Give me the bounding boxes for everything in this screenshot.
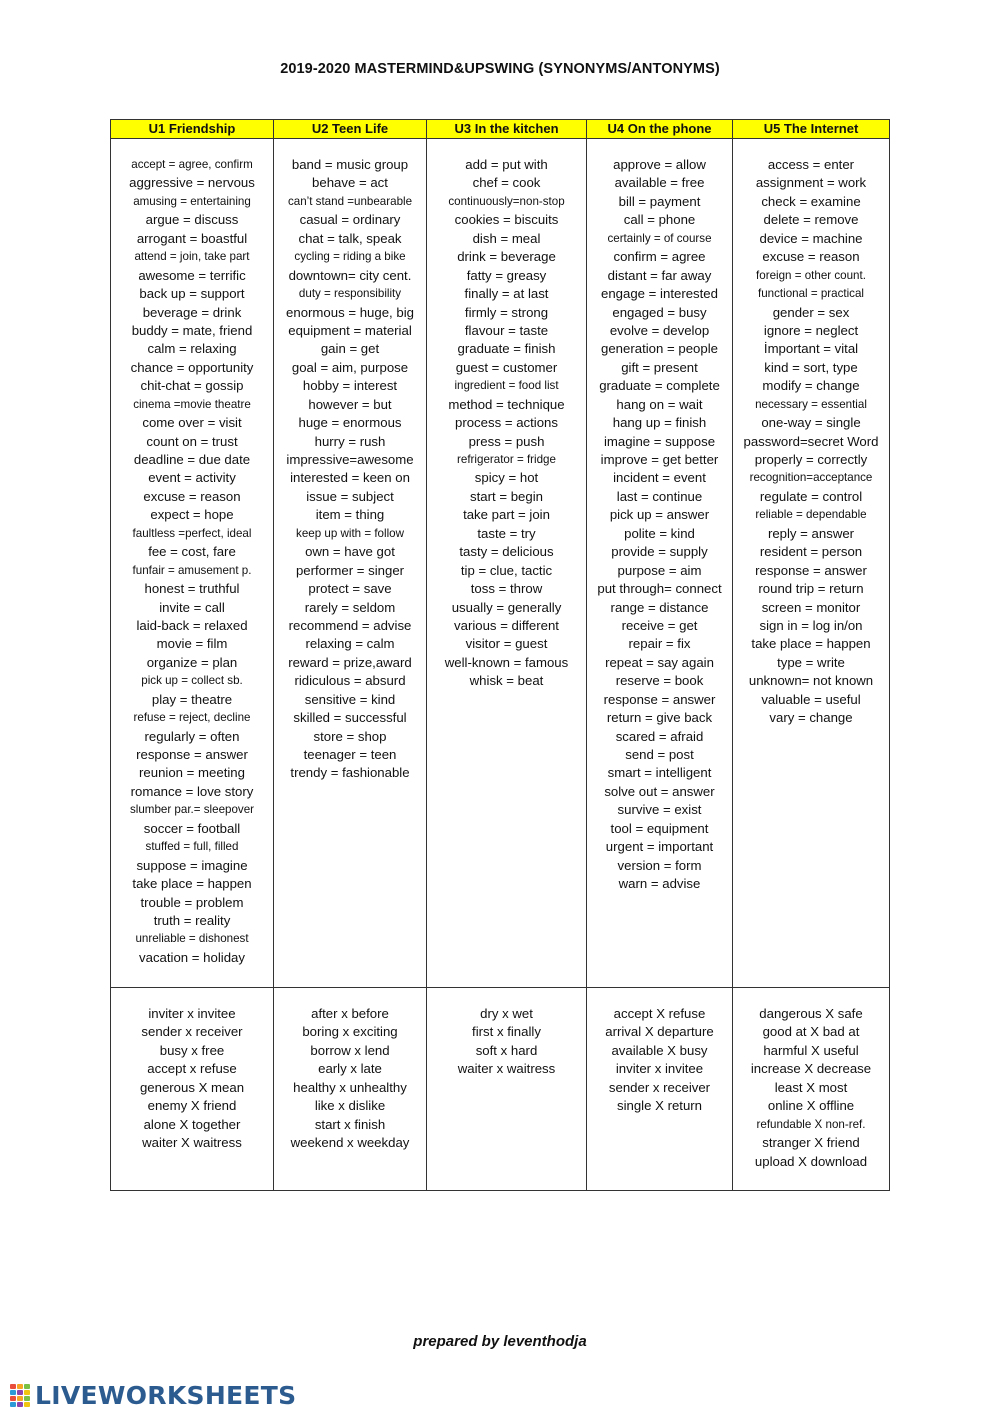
word-pair: purpose = aim [617,562,702,578]
word-pair: truth = reality [153,912,231,928]
word-pair: engage = interested [601,286,718,302]
word-pair: come over = visit [142,415,242,431]
word-pair: harmful X useful [763,1042,859,1058]
word-pair: send = post [625,747,694,762]
logo-square [24,1396,30,1401]
word-pair: return = give back [606,710,713,726]
word-pair: trendy = fashionable [290,765,410,781]
word-pair: guest = customer [455,359,558,375]
word-pair: take place = happen [132,876,252,892]
word-pair: tasty = delicious [459,544,554,560]
word-pair: awesome = terrific [138,267,246,283]
word-pair: finally = at last [464,286,549,302]
word-pair: ridiculous = absurd [294,673,406,689]
word-pair: pick up = answer [609,507,710,523]
word-pair: busy x free [159,1042,225,1058]
word-pair: start = begin [470,488,543,504]
word-pair: valuable = useful [761,691,861,707]
word-pair: excuse = reason [762,249,860,265]
word-pair: chance = opportunity [130,359,254,375]
word-pair: dish = meal [472,230,541,246]
word-pair: device = machine [759,230,863,246]
word-pair: refrigerator = fridge [457,453,556,466]
word-pair: delete = remove [763,212,859,228]
word-pair: round trip = return [758,581,864,597]
word-pair: refuse = reject, decline [133,711,251,725]
word-pair: sensitive = kind [304,691,396,707]
logo-square [17,1384,23,1389]
word-pair: alone X together [143,1116,241,1132]
word-pair: ignore = neglect [763,322,859,338]
word-pair: funfair = amusement p. [132,563,252,577]
word-pair: range = distance [610,599,709,615]
word-pair: item = thing [315,507,385,523]
word-pair: regularly = often [144,728,240,744]
word-pair: issue = subject [306,488,394,504]
word-pair: hang up = finish [612,415,707,431]
word-pair: recognition=acceptance [749,471,873,485]
logo-square [24,1390,30,1395]
word-pair: graduate = finish [457,341,556,357]
page-title: 2019-2020 MASTERMIND&UPSWING (SYNONYMS/ANTONYMS) [280,61,720,77]
word-pair: enormous = huge, big [286,304,414,320]
word-pair: first x finally [472,1024,541,1040]
antonym-list [733,988,889,1171]
word-pair: available X busy [611,1042,708,1058]
synonym-list [274,139,426,783]
word-pair: well-known = famous [444,654,569,670]
logo-square [24,1384,30,1389]
word-pair: suppose = imagine [136,857,248,873]
word-pair: reserve = book [615,673,704,689]
word-pair: band = music group [291,157,409,172]
word-pair: warn = advise [618,876,701,892]
word-pair: response = answer [603,691,716,707]
word-pair: tip = clue, tactic [460,562,553,578]
word-pair: stuffed = full, filled [145,840,239,854]
word-pair: taste = try [477,525,536,541]
vocabulary-table [110,119,890,1191]
word-pair: graduate = complete [599,378,720,394]
word-pair: vacation = holiday [139,949,245,965]
word-pair: buddy = mate, friend [131,322,253,338]
word-pair: attend = join, take part [134,250,250,264]
word-pair: downtown= city cent. [288,267,412,283]
word-pair: smart = intelligent [607,765,712,781]
unit-1-antonyms-cell [111,988,274,1191]
word-pair: impressive=awesome [286,452,414,467]
logo-text: LIVEWORKSHEETS [35,1381,297,1410]
unit-5-header: U5 The Internet [733,120,890,139]
word-pair: least X most [774,1079,848,1095]
logo-square [17,1402,23,1407]
word-pair: can’t stand =unbearable [287,194,413,208]
word-pair: beverage = drink [142,304,242,320]
word-pair: gift = present [621,359,698,375]
word-pair: store = shop [313,728,387,744]
word-pair: method = technique [448,396,565,412]
word-pair: unreliable = dishonest [135,932,249,946]
word-pair: press = push [468,433,545,449]
word-pair: properly = correctly [754,452,868,467]
word-pair: organize = plan [146,654,238,670]
word-pair: fee = cost, fare [148,544,236,560]
unit-3-synonyms-cell [427,139,587,988]
word-pair: flavour = taste [464,322,549,338]
word-pair: imagine = suppose [603,433,716,449]
word-pair: inviter x invitee [148,1006,236,1021]
word-pair: recommend = advise [288,617,412,633]
word-pair: laid-back = relaxed [136,617,248,633]
word-pair: after x before [311,1006,389,1021]
word-pair: firmly = strong [464,304,549,320]
word-pair: survive = exist [617,802,702,818]
logo-square [10,1390,16,1395]
word-pair: engaged = busy [612,304,707,320]
word-pair: necessary = essential [755,397,867,411]
antonym-list [427,988,586,1079]
unit-1-header: U1 Friendship [111,120,274,139]
word-pair: fatty = greasy [466,267,547,283]
unit-4-synonyms-cell [587,139,733,988]
word-pair: tool = equipment [610,820,709,836]
word-pair: dangerous X safe [759,1006,863,1021]
word-pair: password=secret Word [743,433,879,449]
word-pair: romance = love story [130,783,254,799]
word-pair: continuously=non-stop [448,194,565,208]
word-pair: İmportant = vital [763,341,859,357]
word-pair: aggressive = nervous [129,175,255,191]
word-pair: urgent = important [605,839,714,855]
word-pair: process = actions [455,415,558,431]
word-pair: confirm = agree [613,249,706,265]
antonym-list [274,988,426,1153]
logo-square [17,1390,23,1395]
word-pair: sign in = log in/on [759,617,863,633]
word-pair: check = examine [761,193,861,209]
unit-3-antonyms-cell [427,988,587,1191]
unit-2-antonyms-cell [274,988,427,1191]
word-pair: argue = discuss [145,212,239,228]
word-pair: chat = talk, speak [298,230,402,246]
word-pair: waiter X waitress [142,1135,242,1151]
word-pair: incident = event [613,470,706,486]
synonym-list [111,139,273,967]
word-pair: own = have got [305,544,395,560]
word-pair: usually = generally [451,599,562,615]
word-pair: spicy = hot [474,470,539,486]
word-pair: good at X bad at [762,1024,860,1040]
word-pair: visitor = guest [465,636,548,652]
unit-2-header: U2 Teen Life [274,120,427,139]
word-pair: approve = allow [613,157,706,172]
word-pair: available = free [614,175,705,191]
word-pair: unknown= not known [748,673,874,689]
word-pair: arrogant = boastful [136,230,248,246]
word-pair: calm = relaxing [147,341,237,357]
word-pair: boring x exciting [302,1024,398,1040]
word-pair: repair = fix [628,636,691,652]
word-pair: improve = get better [600,452,719,467]
synonym-list [733,139,889,728]
word-pair: equipment = material [288,322,412,338]
word-pair: borrow x lend [310,1042,390,1058]
word-pair: back up = support [139,286,245,302]
word-pair: whisk = beat [469,673,544,689]
word-pair: keep up with = follow [296,526,404,540]
word-pair: regulate = control [759,488,863,504]
word-pair: online X offline [767,1098,855,1114]
word-pair: refundable X non-ref. [756,1117,866,1131]
word-pair: various = different [454,617,559,633]
word-pair: slumber par.= sleepover [129,803,255,817]
unit-4-antonyms-cell [587,988,733,1191]
author-credit: prepared by leventhodja [413,1333,587,1350]
word-pair: polite = kind [624,525,695,541]
word-pair: upload X download [754,1153,868,1169]
word-pair: take place = happen [751,636,871,652]
logo-square [10,1396,16,1401]
unit-5-antonyms-cell [733,988,890,1191]
word-pair: ingredient = food list [454,379,559,393]
word-pair: resident = person [759,544,863,560]
word-pair: access = enter [767,157,855,172]
synonyms-row [111,139,890,988]
word-pair: accept = agree, confirm [131,158,253,171]
word-pair: huge = enormous [298,415,402,431]
logo-square [24,1402,30,1407]
word-pair: call = phone [623,212,696,228]
word-pair: accept X refuse [613,1006,706,1021]
word-pair: generation = people [601,341,718,357]
antonym-list [587,988,732,1116]
word-pair: sender x receiver [141,1024,243,1040]
word-pair: single X return [616,1098,703,1114]
word-pair: scared = afraid [615,728,704,744]
word-pair: deadline = due date [133,452,251,467]
word-pair: play = theatre [151,691,233,707]
word-pair: faultless =perfect, ideal [132,526,252,540]
word-pair: distant = far away [607,267,712,283]
word-pair: gain = get [320,341,380,357]
unit-3-header: U3 In the kitchen [427,120,587,139]
word-pair: reunion = meeting [139,765,245,781]
word-pair: count on = trust [146,433,238,449]
word-pair: accept x refuse [147,1061,237,1077]
word-pair: kind = sort, type [764,359,858,375]
word-pair: hang on = wait [616,396,703,412]
word-pair: weekend x weekday [290,1135,410,1151]
word-pair: screen = monitor [761,599,861,615]
word-pair: dry x wet [480,1006,533,1021]
word-pair: foreign = other count. [756,268,866,282]
word-pair: behave = act [312,175,388,191]
word-pair: waiter x waitress [457,1061,556,1077]
word-pair: however = but [308,396,392,412]
word-pair: start x finish [314,1116,386,1132]
word-pair: sender x receiver [608,1079,711,1095]
word-pair: rarely = seldom [304,599,396,615]
word-pair: stranger X friend [762,1135,860,1151]
word-pair: early x late [318,1061,382,1077]
word-pair: enemy X friend [147,1098,237,1114]
word-pair: certainly = of course [607,231,712,245]
word-pair: excuse = reason [143,488,241,504]
word-pair: hurry = rush [314,433,386,449]
word-pair: duty = responsibility [298,287,402,301]
word-pair: soccer = football [143,820,241,836]
word-pair: expect = hope [150,507,234,523]
antonym-list [111,988,273,1153]
logo-square [17,1396,23,1401]
word-pair: casual = ordinary [299,212,401,228]
antonyms-row [111,988,890,1191]
word-pair: cycling = riding a bike [294,250,406,264]
word-pair: like x dislike [314,1098,386,1114]
word-pair: honest = truthful [144,581,240,597]
word-pair: generous X mean [139,1079,245,1095]
word-pair: assignment = work [755,175,867,191]
word-pair: reliable = dependable [755,508,867,522]
word-pair: amusing = entertaining [133,194,251,208]
word-pair: movie = film [156,636,228,652]
logo-square [10,1402,16,1407]
word-pair: event = activity [148,470,236,486]
word-pair: modify = change [762,378,860,394]
word-pair: soft x hard [475,1042,538,1058]
word-pair: trouble = problem [140,894,244,910]
header-row [111,120,890,139]
liveworksheets-logo[interactable] [10,1381,296,1410]
word-pair: inviter x invitee [615,1061,704,1077]
word-pair: evolve = develop [609,322,710,338]
word-pair: gender = sex [772,304,850,320]
word-pair: chit-chat = gossip [140,378,244,394]
word-pair: performer = singer [295,562,405,578]
word-pair: arrival X departure [605,1024,714,1040]
word-pair: skilled = successful [293,710,407,726]
word-pair: cinema =movie theatre [133,397,251,411]
synonym-list [587,139,732,894]
word-pair: protect = save [308,581,392,597]
word-pair: healthy x unhealthy [293,1079,407,1095]
word-pair: relaxing = calm [305,636,395,652]
word-pair: vary = change [769,710,853,726]
logo-square [10,1384,16,1389]
word-pair: provide = supply [611,544,708,560]
word-pair: functional = practical [757,287,864,301]
liveworksheets-logo-icon [10,1384,32,1408]
unit-5-synonyms-cell [733,139,890,988]
word-pair: chef = cook [472,175,541,191]
word-pair: drink = beverage [457,249,556,265]
unit-2-synonyms-cell [274,139,427,988]
word-pair: hobby = interest [302,378,398,394]
word-pair: goal = aim, purpose [291,359,409,375]
unit-1-synonyms-cell [111,139,274,988]
word-pair: interested = keen on [290,470,410,486]
word-pair: increase X decrease [750,1061,872,1077]
word-pair: cookies = biscuits [454,212,559,228]
word-pair: solve out = answer [604,783,715,799]
unit-4-header: U4 On the phone [587,120,733,139]
word-pair: repeat = say again [605,654,714,670]
word-pair: type = write [777,654,845,670]
word-pair: receive = get [621,617,698,633]
word-pair: bill = payment [618,193,701,209]
word-pair: teenager = teen [303,747,397,762]
word-pair: version = form [617,857,702,873]
word-pair: reward = prize,award [288,654,412,670]
word-pair: response = answer [755,562,867,578]
word-pair: one-way = single [761,415,861,431]
word-pair: toss = throw [470,581,543,597]
word-pair: take part = join [463,507,550,523]
word-pair: reply = answer [767,525,855,541]
word-pair: response = answer [136,747,248,762]
word-pair: pick up = collect sb. [141,674,243,688]
word-pair: invite = call [159,599,225,615]
word-pair: add = put with [465,157,548,172]
word-pair: last = continue [616,488,703,504]
word-pair: put through= connect [597,581,722,597]
synonym-list [427,139,586,691]
